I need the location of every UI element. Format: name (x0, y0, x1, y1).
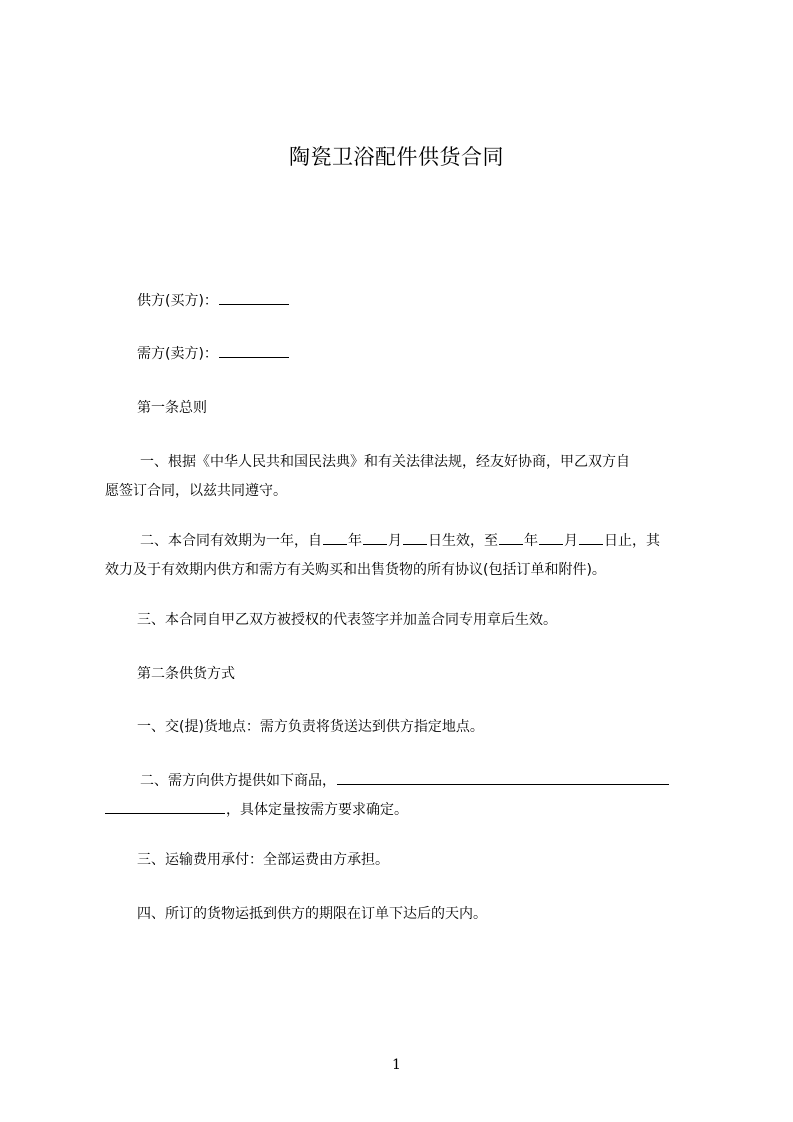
buyer-line (137, 339, 737, 369)
article-1-heading: 第一条总则 (137, 400, 207, 416)
end-year-blank (499, 530, 523, 545)
article-2-clause-3: 三、运输费用承付：全部运费由方承担。 (137, 852, 389, 868)
article-2-clause-4: 四、所订的货物运抵到供方的期限在订单下达后的天内。 (137, 906, 487, 922)
article-1-clause-3: 三、本合同自甲乙双方被授权的代表签字并加盖合同专用章后生效。 (137, 612, 557, 628)
end-month-blank (539, 530, 563, 545)
article-1-clause-1-line-2: 愿签订合同，以兹共同遵守。 (105, 483, 287, 499)
article-2-clause-1: 一、交(提)货地点：需方负责将货送达到供方指定地点。 (137, 719, 484, 735)
buyer-blank (219, 343, 289, 358)
goods-blank-1 (337, 770, 669, 785)
article-1-clause-2-line-1 (140, 526, 740, 556)
clause-2-goods-text: 二、需方向供方提供如下商品， (140, 773, 336, 789)
article-2-clause-2-line-1 (140, 766, 740, 796)
end-day-blank (579, 530, 603, 545)
clause-2-day-1: 日生效，至 (428, 533, 498, 549)
clause-2-month-1: 月 (388, 533, 402, 549)
clause-2-year-1: 年 (348, 533, 362, 549)
start-month-blank (363, 530, 387, 545)
article-2-clause-2-line-2 (105, 795, 705, 825)
article-1-clause-1-line-1: 一、根据《中华人民共和国民法典》和有关法律法规，经友好协商，甲乙双方自 (140, 454, 630, 470)
goods-blank-2 (105, 799, 225, 814)
clause-2-day-2: 日止，其 (604, 533, 660, 549)
article-1-clause-2-line-2: 效力及于有效期内供方和需方有关购买和出售货物的所有协议(包括订单和附件)。 (105, 562, 606, 578)
clause-2-goods-tail: ，具体定量按需方要求确定。 (226, 802, 408, 818)
supplier-line (137, 286, 737, 316)
supplier-label: 供方(买方)： (137, 293, 218, 309)
clause-2-year-2: 年 (524, 533, 538, 549)
buyer-label: 需方(卖方)： (137, 346, 218, 362)
start-day-blank (403, 530, 427, 545)
clause-2-month-2: 月 (564, 533, 578, 549)
page-number: 1 (392, 1057, 401, 1073)
clause-2-text-start: 二、本合同有效期为一年，自 (140, 533, 322, 549)
start-year-blank (323, 530, 347, 545)
supplier-blank (219, 290, 289, 305)
document-title: 陶瓷卫浴配件供货合同 (289, 145, 504, 169)
article-2-heading: 第二条供货方式 (137, 666, 235, 682)
